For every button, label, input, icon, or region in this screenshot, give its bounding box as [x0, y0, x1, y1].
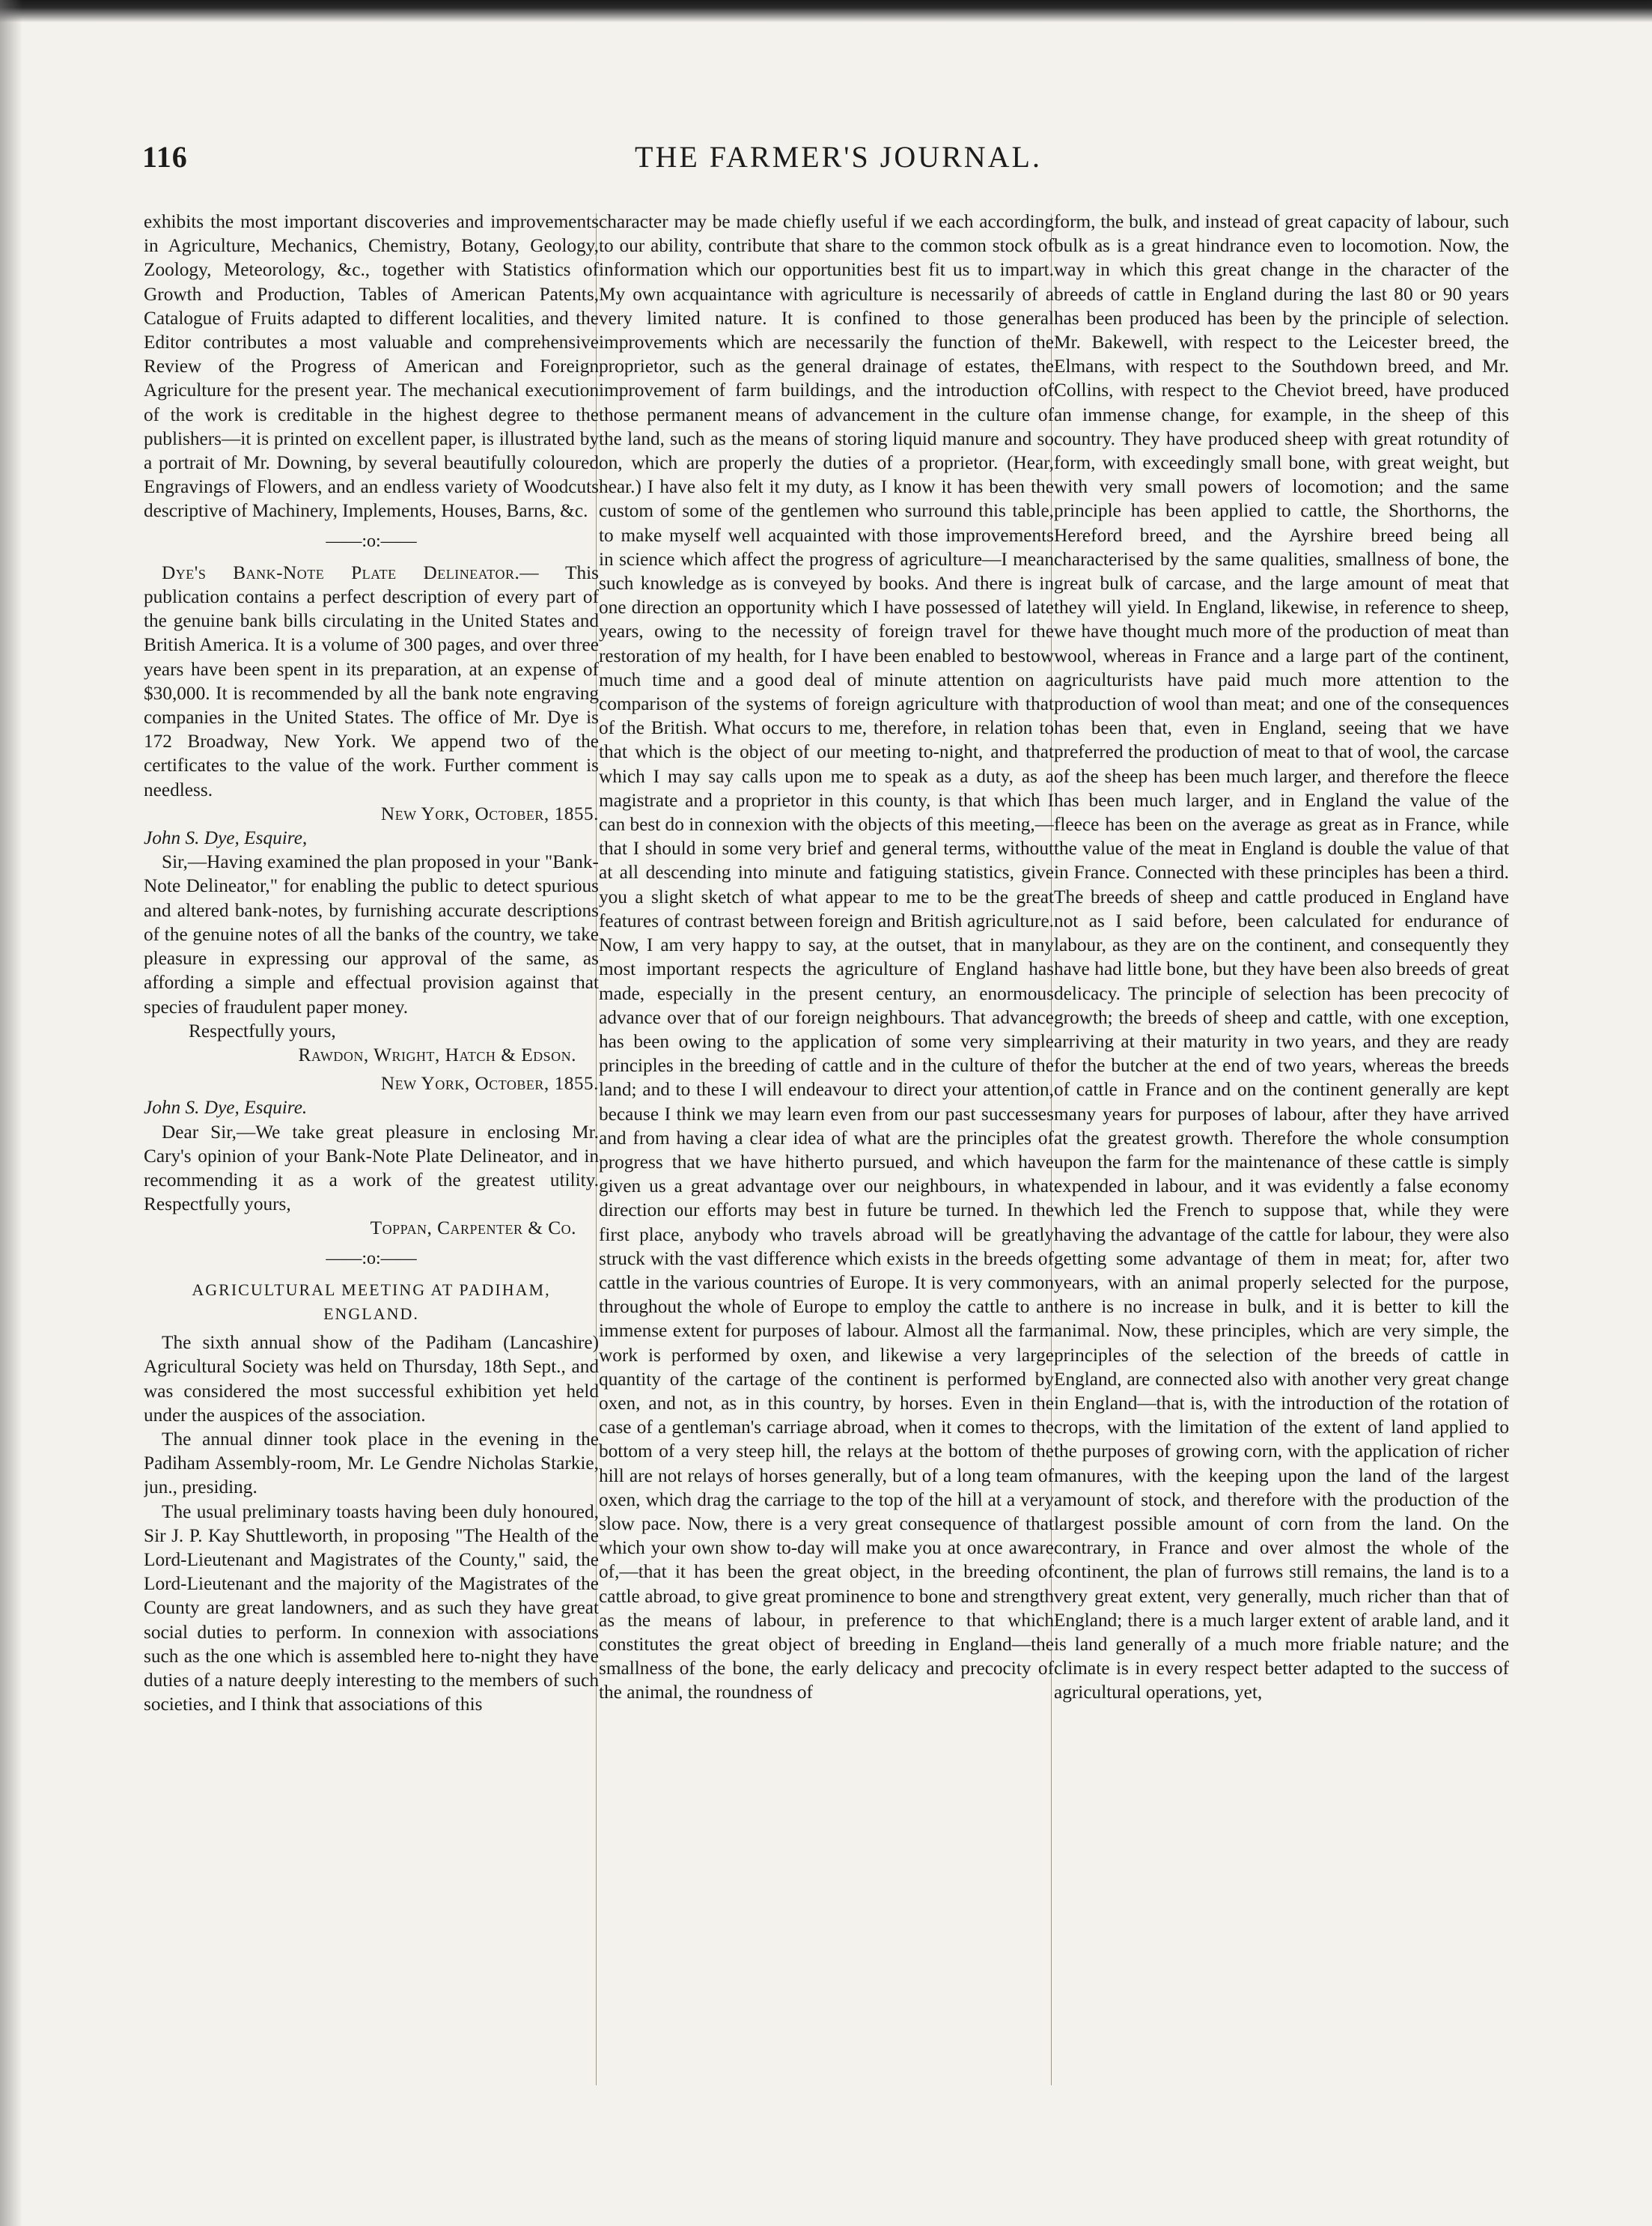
paragraph: The sixth annual show of the Padiham (Lancashire) Agricultural Society was held on Thursday, 18th Sept., and was considered the most successful exhibition yet held under the auspices of the association.	[144, 1332, 599, 1426]
paragraph: form, the bulk, and instead of great capacity of labour, such bulk as is a great hindrance even to locomotion. Now, the way in which this great change in the character of the breeds of cattle in England during the last 80 or 90 years has been produced has been by the principle of selection. Mr. Bakewell, with respect to the Leicester breed, the Elmans, with respect to the Southdown breed, and Mr. Collins, with respect to the Cheviot breed, have produced an immense change, for example, in the sheep of this country. They have produced sheep with great rotundity of form, with exceedingly small bone, with great weight, but with very small powers of locomotion; and the same principle has been applied to cattle, the Shorthorns, the Hereford breed, and the Ayrshire breed being all characterised by the same qualities, smallness of bone, the great bulk of carcase, and the large amount of meat that they will yield. In England, likewise, in reference to sheep, we have thought much more of the production of meat than wool, whereas in France and a large part of the continent, agriculturists have paid much more attention to the production of wool than meat; and one of the consequences has been that, even in England, seeing that we have preferred the production of meat to that of wool, the carcase of the sheep has been much larger, and therefore the fleece has been much larger, and in England the value of the fleece has been on the average as great as in France, while the value of the meat in England is double the value of that in France. Connected with these principles has been a third. The breeds of sheep and cattle produced in England have not as I said before, been calculated for endurance of labour, as they are on the continent, and consequently they have had little bone, but they have been also breeds of great delicacy. The principle of selection has been precocity of growth; the breeds of sheep and cattle, with one exception, arriving at their maturity in two years, and they are ready for the butcher at the end of two years, whereas the breeds of cattle in France and on the continent generally are kept many years for purposes of labour, after they have arrived at the greatest growth. Therefore the whole consumption upon the farm for the maintenance of these cattle is simply expended in labour, and it was evidently a false economy which led the French to suppose that, while they were having the advantage of the cattle for labour, they were also getting some advantage of them in meat; for, after two years, with an animal properly selected for the purpose, there is no increase in bulk, and it is better to kill the animal. Now, these principles, which are very simple, the principles of the selection of the breeds of cattle in England, are connected also with another very great change in England—that is, with the introduction of the rotation of crops, with the limitation of the extent of land applied to the purposes of growing corn, with the application of richer manures, with the keeping upon the land of the largest amount of stock, and therefore with the production of the largest possible amount of corn from the land. On the contrary, in France and over almost the whole of the continent, the plan of furrows still remains, the land is to a very great extent, very generally, much richer than that of England; there is a much larger extent of arable land, and it is land generally of a much more friable nature; and the climate is in every respect better adapted to the success of agricultural operations, yet,	[1054, 211, 1509, 1703]
divider: ——:o:——	[326, 531, 417, 551]
article-title: Dye's Bank-Note Plate Delineator.—	[162, 562, 540, 583]
column-1	[144, 210, 599, 2096]
closing: Respectfully yours,	[189, 1020, 336, 1041]
column-3	[1054, 210, 1509, 2096]
section-heading: AGRICULTURAL MEETING AT PADIHAM, ENGLAND.	[192, 1280, 551, 1323]
paragraph: The usual preliminary toasts having been duly honoured, Sir J. P. Kay Shuttleworth, in proposing "The Health of the Lord-Lieutenant and Magistrates of the County," said, the Lord-Lieutenant and the majority of the Magistrates of the County are great landowners, and as such they have great social duties to perform. In connexion with associations such as the one which is assembled here to-night they have duties of a nature deeply interesting to the members of such societies, and I think that associations of this	[144, 1500, 599, 1715]
paragraph: The annual dinner took place in the evening in the Padiham Assembly-room, Mr. Le Gendre Nicholas Starkie, jun., presiding.	[144, 1428, 599, 1498]
dateline: New York, October, 1855.	[380, 1073, 599, 1095]
page-number: 116	[142, 140, 188, 174]
divider: ——:o:——	[326, 1248, 417, 1268]
signature: Toppan, Carpenter & Co.	[370, 1217, 576, 1239]
running-head: THE FARMER'S JOURNAL.	[635, 140, 1042, 174]
letter-body: Sir,—Having examined the plan proposed in your "Bank-Note Delineator," for enabling the public to detect spurious and altered bank-notes, by furnishing accurate descriptions of the genuine notes of all the banks of the country, we take pleasure in expressing our approval of the same, as affording a simple and effectual provision against that species of fraudulent paper money.	[144, 851, 599, 1018]
scan-edge-left	[0, 0, 22, 2226]
dateline: New York, October, 1855.	[380, 803, 599, 824]
paragraph	[144, 561, 599, 802]
salutation: John S. Dye, Esquire,	[144, 827, 308, 849]
letter-body: Dear Sir,—We take great pleasure in enclosing Mr. Cary's opinion of your Bank-Note Plate Delineator, and in recommending it as a work of the greatest utility. Respectfully yours,	[144, 1121, 599, 1215]
scan-edge-top	[0, 0, 1652, 22]
salutation: John S. Dye, Esquire.	[144, 1097, 308, 1119]
paragraph: character may be made chiefly useful if we each according to our ability, contribute that share to the common stock of information which our opportunities best fit us to impart. My own acquaintance with agriculture is necessarily of a very limited nature. It is confined to those general improvements which are necessarily the function of the proprietor, such as the general drainage of estates, the improvement of farm buildings, and the introduction of those permanent means of advancement in the culture of the land, such as the means of storing liquid manure and so on, which are properly the duties of a proprietor. (Hear, hear.) I have also felt it my duty, as I know it has been the custom of some of the gentlemen who surround this table, to make myself well acquainted with those improvements in science which affect the progress of agriculture—I mean such knowledge as is conveyed by books. And there is in one direction an opportunity which I have possessed of late years, owing to the necessity of foreign travel for the restoration of my health, for I have been enabled to bestow much time and a good deal of minute attention on a comparison of the systems of foreign agriculture with that of the British. What occurs to me, therefore, in relation to that which is the object of our meeting to-night, and that which I may say calls upon me to speak as a duty, as a magistrate and a proprietor in this county, is that which I can best do in connexion with the objects of this meeting,—that I should in some very brief and general terms, without at all descending into minute and fatiguing statistics, give you a slight sketch of what appear to me to be the great features of contrast between foreign and British agriculture. Now, I am very happy to say, at the outset, that in many most important respects the agriculture of England has made, especially in the present century, an enormous advance over that of our foreign neighbours. That advance has been owing to the application of some very simple principles in the breeding of cattle and in the culture of the land; and to these I will endeavour to direct your attention, because I think we may learn even from our past successes and from having a clear idea of what are the principles of progress that we have hitherto pursued, and which have given us a great advantage over our neighbours, in what direction our efforts may best in future be turned. In the first place, anybody who travels abroad will be greatly struck with the vast difference which exists in the breeds of cattle in the various countries of Europe. It is very common throughout the whole of Europe to employ the cattle to an immense extent for purposes of labour. Almost all the farm work is performed by oxen, and likewise a very large quantity of the cartage of the continent is performed by oxen, and not, as in this country, by horses. Even in the case of a gentleman's carriage abroad, when it comes to the bottom of a very steep hill, the relays at the bottom of the hill are not relays of horses generally, but of a long team of oxen, which drag the carriage to the top of the hill at a very slow pace. Now, there is a very great consequence of that which your own show to-day will make you at once aware of,—that it has been the great object, in the breeding of cattle abroad, to give great prominence to bone and strength as the means of labour, in preference to that which constitutes the great object of breeding in England—the smallness of the bone, the early delicacy and precocity of the animal, the roundness of	[599, 211, 1054, 1703]
page-header	[142, 139, 1534, 192]
article-text: This publication contains a perfect description of every part of the genuine bank bills circulating in the United States and British America. It is a volume of 300 pages, and over three years have been spent in its preparation, at an expense of $30,000. It is recommended by all the bank note engraving companies in the United States. The office of Mr. Dye is 172 Broadway, New York. We append two of the certificates to the value of the work. Further comment is needless.	[144, 562, 599, 800]
paragraph: exhibits the most important discoveries and improvements in Agriculture, Mechanics, Chemistry, Botany, Geology, Zoology, Meteorology, &c., together with Statistics of Growth and Production, Tables of American Patents, Catalogue of Fruits adapted to different localities, and the Editor contributes a most valuable and comprehensive Review of the Progress of American and Foreign Agriculture for the present year. The mechanical execution of the work is creditable in the highest degree to the publishers—it is printed on excellent paper, is illustrated by a portrait of Mr. Downing, by several beautifully coloured Engravings of Flowers, and an endless variety of Woodcuts descriptive of Machinery, Implements, Houses, Barns, &c.	[144, 211, 599, 522]
column-2	[599, 210, 1054, 2096]
signature: Rawdon, Wright, Hatch & Edson.	[298, 1044, 576, 1065]
